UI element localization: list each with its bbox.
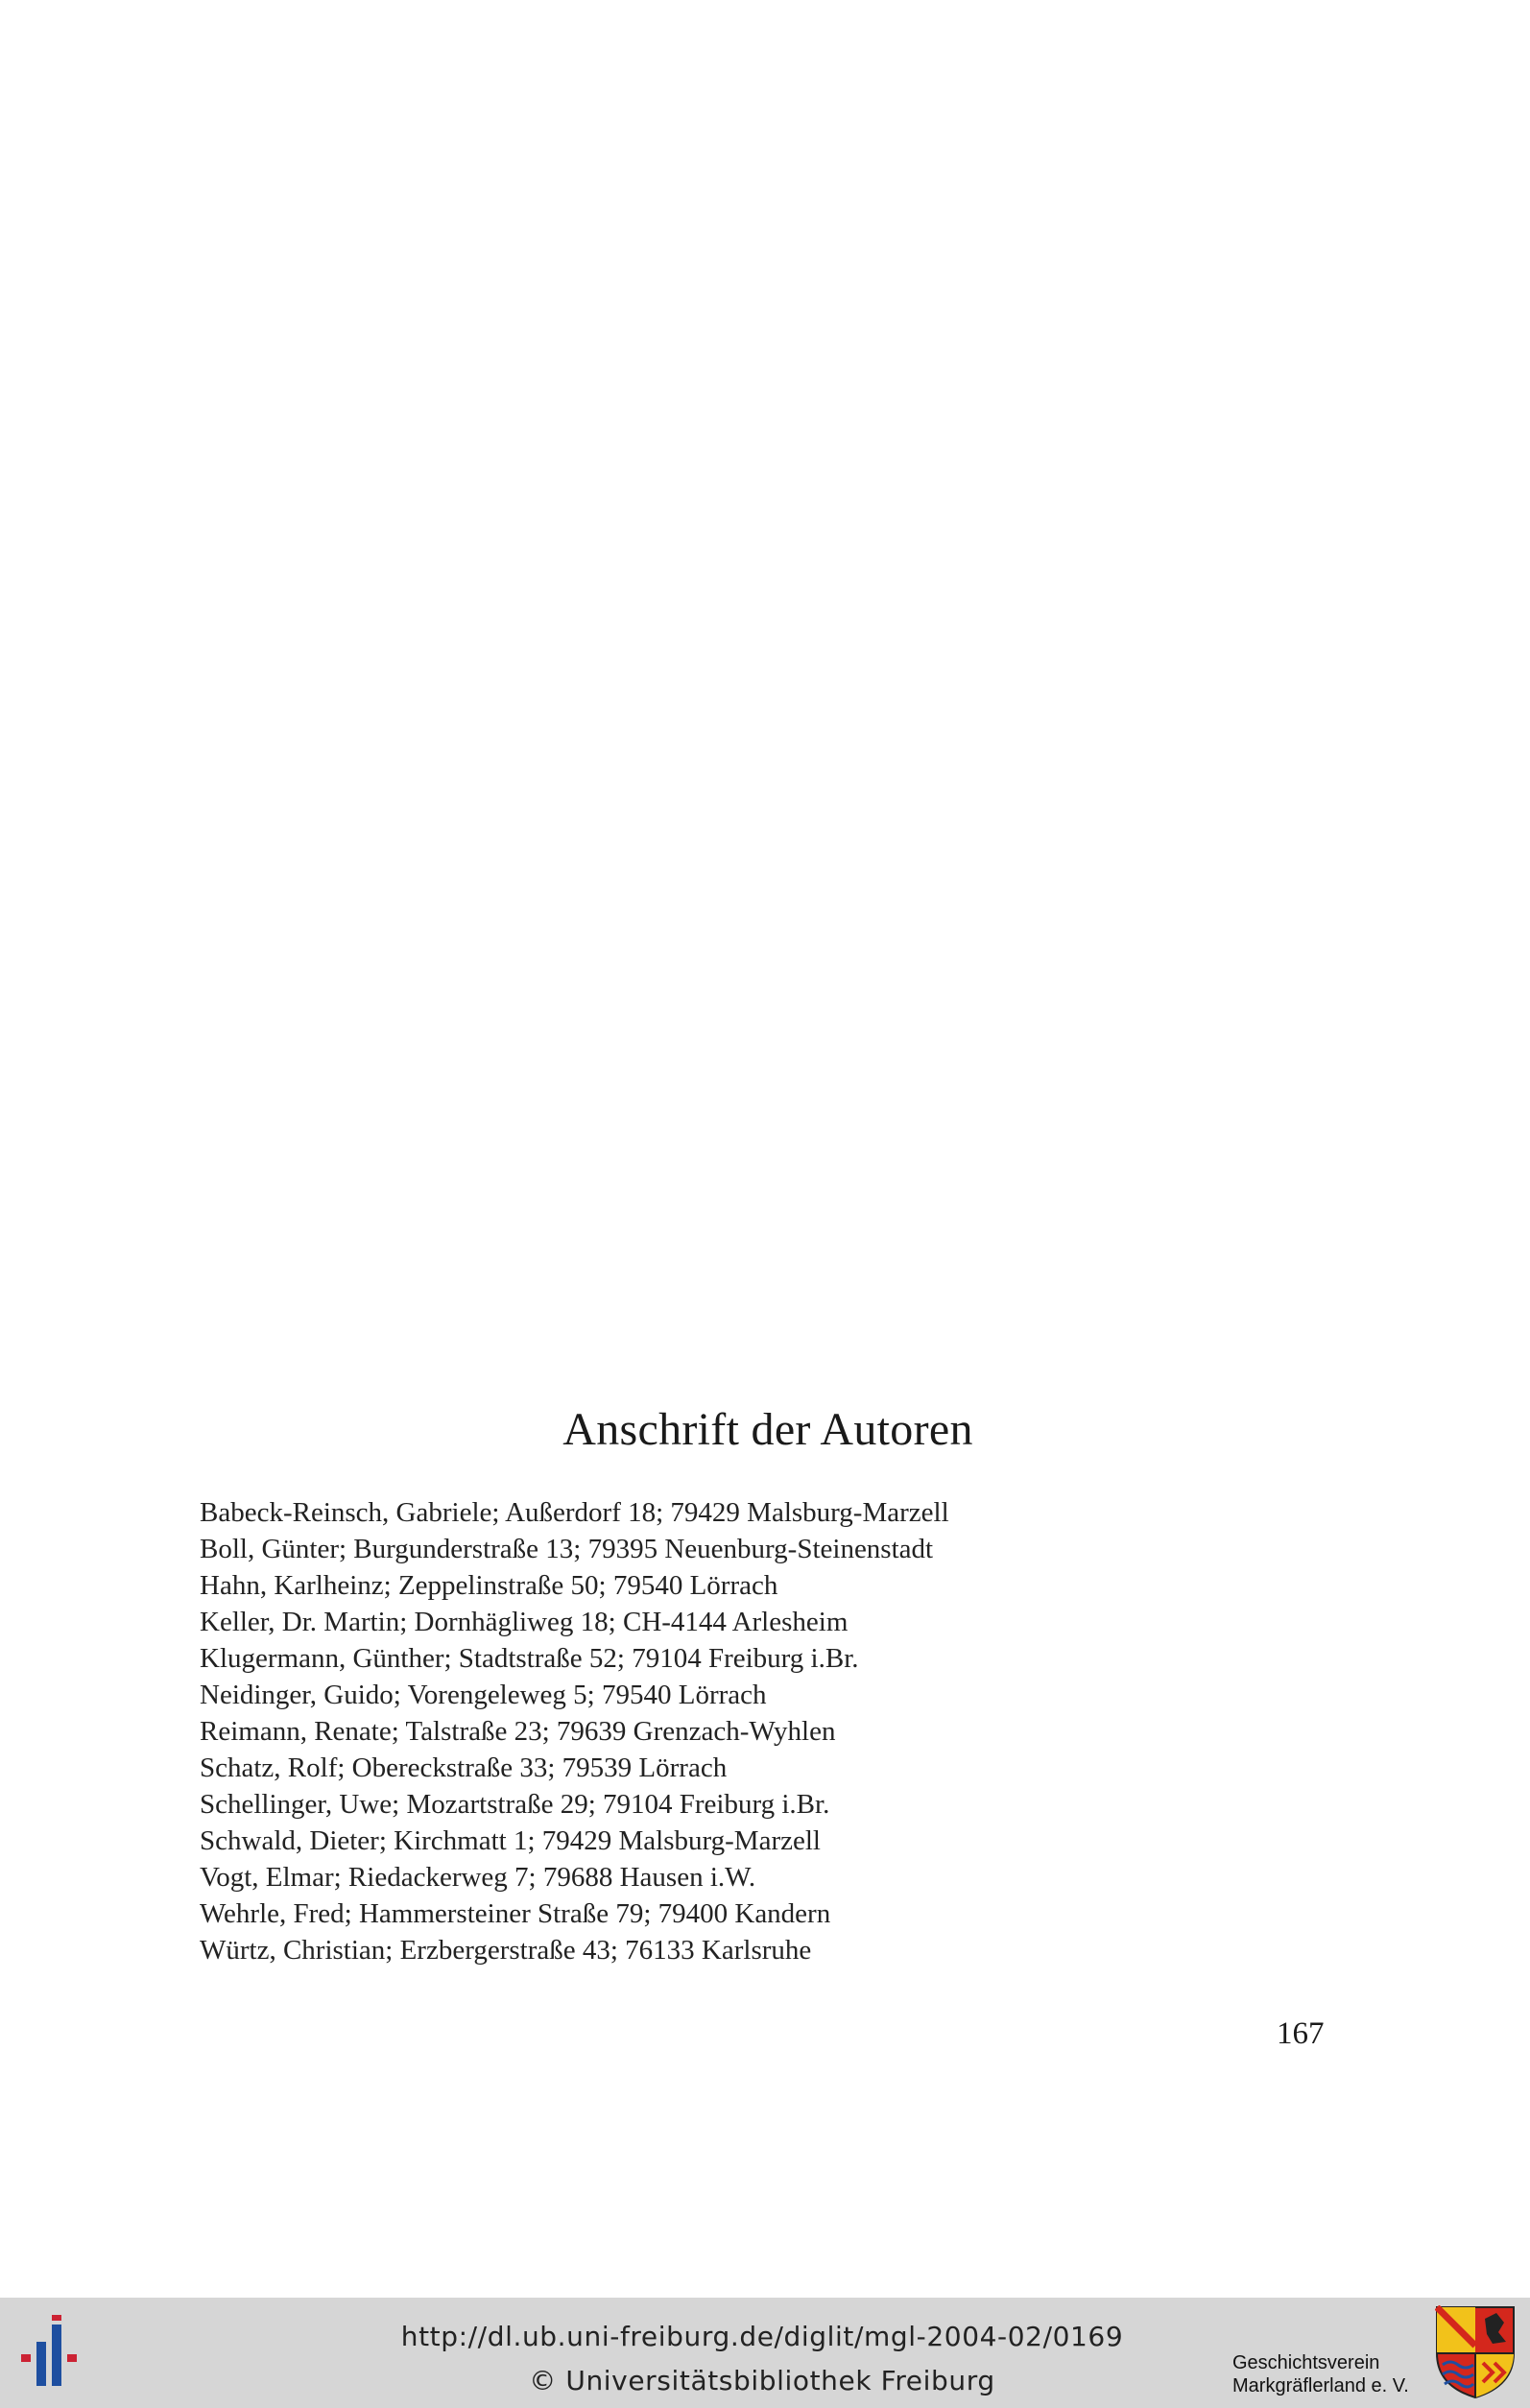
copyright-notice: © Universitätsbibliothek Freiburg [529, 2365, 995, 2396]
author-entry: Wehrle, Fred; Hammersteiner Straße 79; 79400 Kandern [200, 1898, 831, 1929]
author-entry: Schatz, Rolf; Obereckstraße 33; 79539 Lörrach [200, 1752, 728, 1783]
author-entry: Vogt, Elmar; Riedackerweg 7; 79688 Hausen i.W. [200, 1862, 756, 1893]
author-entry: Boll, Günter; Burgunderstraße 13; 79395 Neuenburg-Steinenstadt [200, 1534, 934, 1564]
author-entry: Neidinger, Guido; Vorengeleweg 5; 79540 Lörrach [200, 1680, 767, 1710]
author-entry: Babeck-Reinsch, Gabriele; Außerdorf 18; 79429 Malsburg-Marzell [200, 1497, 949, 1528]
author-address-list [200, 1494, 949, 1968]
coat-of-arms-icon [1435, 2305, 1516, 2399]
society-name-line: Geschichtsverein [1232, 2352, 1380, 2373]
page-heading: Anschrift der Autoren [562, 1404, 973, 1455]
author-entry: Hahn, Karlheinz; Zeppelinstraße 50; 79540 Lörrach [200, 1570, 778, 1601]
author-entry: Schellinger, Uwe; Mozartstraße 29; 79104 Freiburg i.Br. [200, 1789, 830, 1820]
document-url-link[interactable]: http://dl.ub.uni-freiburg.de/diglit/mgl-2004-02/0169 [400, 2321, 1124, 2352]
page-number: 167 [1277, 2016, 1325, 2051]
author-entry: Schwald, Dieter; Kirchmatt 1; 79429 Malsburg-Marzell [200, 1825, 821, 1856]
author-entry: Reimann, Renate; Talstraße 23; 79639 Grenzach-Wyhlen [200, 1716, 836, 1747]
author-entry: Keller, Dr. Martin; Dornhägliweg 18; CH-4144 Arlesheim [200, 1607, 849, 1637]
society-name [1232, 2351, 1409, 2397]
author-entry: Klugermann, Günther; Stadtstraße 52; 79104 Freiburg i.Br. [200, 1643, 859, 1674]
author-entry: Würtz, Christian; Erzbergerstraße 43; 76133 Karlsruhe [200, 1935, 812, 1966]
society-name-line: Markgräflerland e. V. [1232, 2375, 1409, 2396]
footer-bar [0, 2298, 1530, 2408]
